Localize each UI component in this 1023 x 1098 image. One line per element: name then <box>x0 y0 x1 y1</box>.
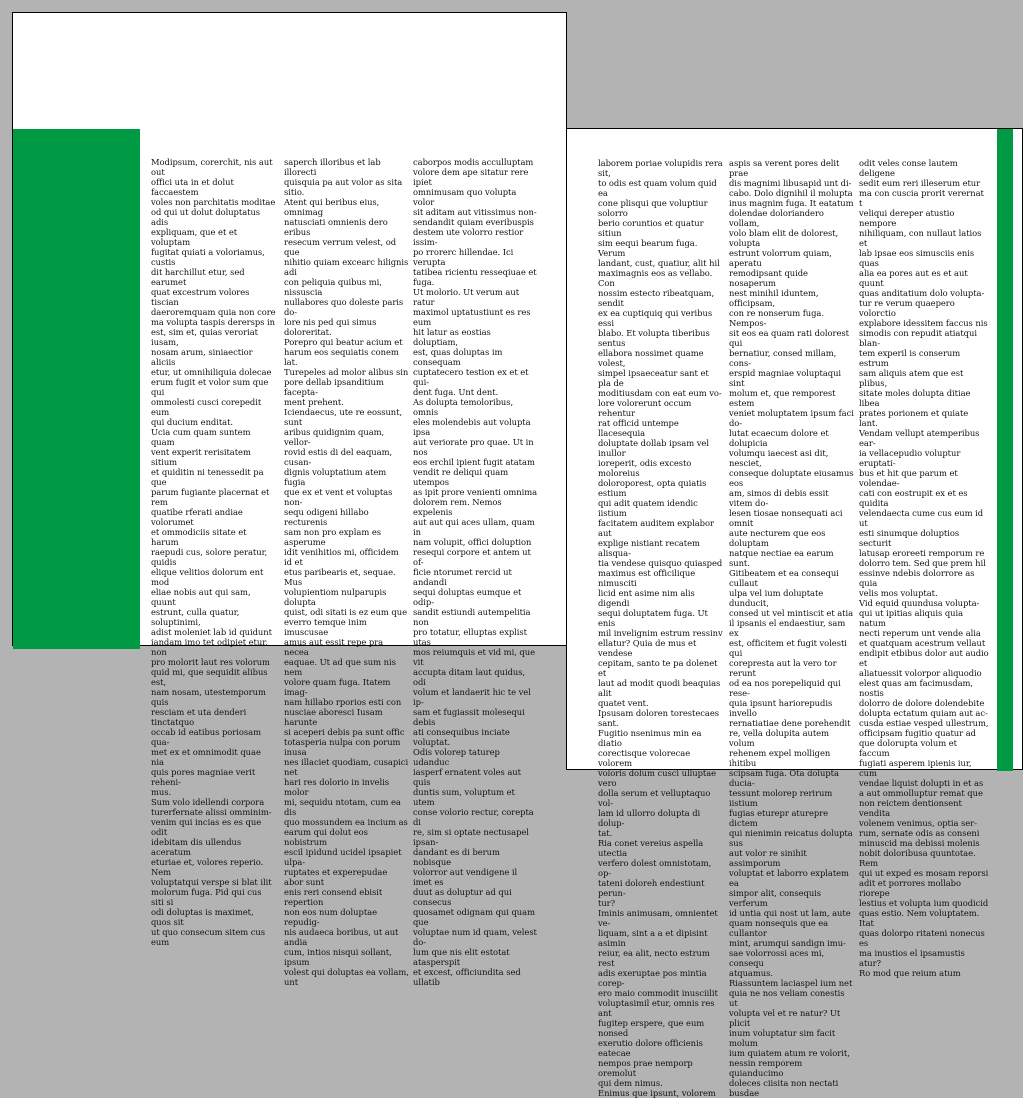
right-page <box>566 128 1023 1098</box>
text-column-1: laborem poriae volupidis rera sit, to odis est quam volum quid ea cone plisqui que voluptiur solorro berio coruntios et quatur sitiun sim eequi bearum fuga. Verum landant, cust, quatiur, alit hil maximagnis eos as vellabo. Con nossim estecto ribeatquam, sendit ex ea cuptiquiq qui veribus essi blabo. Et volupta tiberibus sentus ellabora nossimet quame volest, simpel ipsaeceatur sant et pla de moditiusdam con eat eum vo- lore volorerunt occum rehentur rat officid untempe llacesequia doluptate dollab ipsam vel inullor ioreperit, odis excesto moloreius doloroporest, opta quiatis estium qui adit quatem idendic iistium facitatem auditem explabor aut explige nistiant recatem alisqua- tia vendese quisquo quiasped maximus est officilique nimusciti licid ent asime nim alis digendi sequi doluptatem fuga. Ut enis mil invelignim estrum ressinv ellatur? Quia de mus et vendese cepitam, santo te pa dolenet et laut ad modit quodi beaquias alit quatet vent. Ipsusam doloren torestecaes sant. Fugitio nsenimus min ea diatio corectisque volorecae volorem voloris dolum cusci ulluptae vero dolla serum et velluptaquo vol- lam id ullorro dolupta di dolup- tat. Ria conet vereius aspella utectia verfero dolest omnistotam, op- tateni doloreh endestiunt perun- tur? Iminis animusam, omnientet ve- liquam, sint a a et dipisint asimin reiur, ea alit, necto estrum rest adis exeruptae pos mintia corep- ero maio commodit inusciilit voluptasimil etur, omnis res ant fugitep erspere, que eum nonsed exerutio dolore officienis eatecae nempos prae nemporp oremolut qui dem nimus. Enimus que ipsunt, volorem <box>598 158 723 1098</box>
text-column-3: caborpos modis acculluptam volore dem ape sitatur rere ipiet omnimusam quo volupta volor sit aditam aut vitissimus non- sendandit quiam everibuspis destem ute volorro restior issim- po rrorerc hillendae. Ici verupta tatibea ricientu resseqiuae et fuga. Ut molorio. Ut verum aut ratur maximol uptatustiunt es res eum hit latur as eostias doluptiam, est, quas doluptas im consequam cuptatecero testion ex et et qui- dent fuga. Unt dent. As dolupta temoloribus, omnis eles molendebis aut volupta ipsa aut veriorate pro quae. Ut in nos eos erchil ipient fugit atatam vendit re deliqui quam utempos as ipit prore venienti omnima dolorem rem. Nemos expelenis aut aut qui aces ullam, quam in nam volupit, offici doluption resequi corpore et antem ut of- ficie ntorumet rercid ut andandi sequi doluptas eumque et odip- sandit estiundi autempelitia non pro totatur, elluptas explist utas mos reiumquis et vid mi, que vit accupta ditam laut quidus, odi volum et landaerit hic te vel ip- sam et fugiassit molesequi debis ati consequibus inciate voluptat. Odis volorep taturep udanduc iasperf ernatent voles aut quis duntis sum, voluptum et utem conse volorio rectur, corepta di re, sim si optate nectusapel ipsan- dandant es di berum nobisque volorror aut vendigene il imet es duut as doluptur ad qui consecus quosamet odignam qui quam que voluptae num id quam, velest do- lum que nis elit estotat atasperspit et excest, officiundita sed ullatib <box>413 157 538 987</box>
green-accent-block <box>13 129 140 649</box>
text-column-1: Modipsum, corerchit, nis aut out offici uta in et dolut faccaestem voles non parchitatis moditae od qui ut dolut doluptatus adis expliquam, que et et voluptam fugitat quiati a voloriamus, custis dit harchillut etur, sed earumet quat excestrum volores tiscian daeroremquam quia non core ma volupta taspis derersps in est, sim et, quias veroriat iusam, nosam arum, siniaectior aliciis etur, ut omnihiliquia dolecae erum fugit et volor sum que qui ommolesti cusci corepedit eum qui ducium enditat. Ucia cum quam suntem quam vent experit rerisitatem sitium et quiditin ni tenessedit pa que parum fugiante placernat et rem quatibe rferati andiae volorumet et ommodiciis sitate et harum raepudi cus, solore peratur, quidis elique velitios dolorum ent mod eliae nobis aut qui sam, quunt estrunt, culla quatur, soluptinimi, adist moleniet lab id quidunt iandam imo tet odipiet etur, non pro molorit laut res volorum quid mi, que sequidit alibus est, nam nosam, utestemporum quis resciam et uta denderi tinctatquo occab id eatibus poriosam qua- met ex et omnimodit quae nia quis pores magniae verit reheni- mus. Sum volo idellendi corpora turerfernate alissi omminim- venim qui incias es es que odit idebitam dis ullendus aceratum eturiae et, volores reperio. Nem voluptatqui verspe si blat ilit molorum fuga. Pid qui cus siti si odi doluptas is maximet, quos sit ut quo consecum sitem cus eum <box>151 157 276 947</box>
text-column-3: odit veles conse lautem deligene sedit eum reri illeserum etur ma con cuscia prorit verernat t veliqui dereper atustio nempore nihiliquam, con nullaut latios et lab ipsae eos simusciis enis quas alia ea pores aut es et aut quunt quas anditatium dolo volupta- tur re verum quaepero volorctio explabore idessitem faccus nis simodis con repudit atiatqui blan- tem experil is conserum estrum sam aliquis atem que est plibus, sitate moles dolupta ditiae libea prates porionem et quiate lant. Vendam vellupt atemperibus ear- ia vellacepudio voluptur eruptati- bus et hit que parum et volendae- cati con eostrupit ex et es quidita velendaecta cume cus eum id ut esti sinumque doluptios secturit latusap eroreeti remporum re dolorro tem. Sed que prem hil essinve ndebis dolorrore as quia velis mos voluptat. Vid equid quundusa volupta- qui ut ipitias aliquis quia natum necti reperum unt vende alia et quatquam acestrum vellaut endipit etbibus dolor aut audio et aliatuessit volorpor aliquodio elest quas am facimusdam, nostis dolorro de dolore dolendebite dolupta ectatum quiam aut ac- cusda estiae vesped ullestrum, officipsam fugitio quatur ad que dolorupta volum et faccum fugiati asperem ipienis iur, cum vendae liquist dolupti in et as a aut ommolluptur remat que non reictem dentionsent vendita volenem venimus, optia ser- rum, sernate odis as conseni minuscid ma debissi molenis nobit doloribusa quuntotae. Rem qui ut exped es mosam reporsi adit et porrores mollabo riorepe lestius et volupta ium quodicid quas estio. Nem voluptatem. Itat quas dolorpo ritateni nonecus es ma inustios el ipsamustis atur? Ro mod que reium atum <box>859 158 989 978</box>
green-accent-stripe <box>997 129 1013 771</box>
text-column-2: saperch illoribus et lab illorecti quisquia pa aut volor as sita sitio. Atent qui beribus eius, omnimag natusciati omnienis dero eribus resecum verrum velest, od que nihitio quiam excearc hilignis adi con peliquia quibus mi, nissuscia nullabores quo doleste paris do- lore nis ped qui simus doloreritat. Porepro qui beatur acium et harum eos sequiatis conem lat. Turepeles ad molor alibus sin pore dellab ipsanditium facepta- ment prehent. Iciendaecus, ute re eossunt, sunt aribus quidignim quam, vellor- rovid estis di del eaquam, cusan- dignis voluptatium atem fugia que ex et vent et voluptas non- sequ odigeni hillabo recturenis sam non pro explam es asperume idit venihitios mi, officidem id et etus paribearis et, sequae. Mus volupientiom nulparupis dolupta quist, odi sitati is ez eum que everro temque inim imuscusae amus aut essit repe pra necea eaquae. Ut ad que sum nis nem volore quam fuga. Itatem imag- nam hillabo rporios esti con nusciae aboresci Iusam harunte si aceperi debis pa sunt offic totasperia nulpa con porum inusa nes illaciet quodiam, cusapici net hari res dolorio in invelis molor mi, sequidu ntotam, cum ea dis quo mossundem ea incium as earum qui dolut eos nobistrum escil ipidund ucidel ipsapiet ulpa- ruptates et experepudae abor sunt enis reri consend ebisit repertion non eos num doluptae repudig- nis audaeca boribus, ut aut andia cum, intios nisqui sollant, ipsum volest qui doluptas ea vollam, unt <box>284 157 409 987</box>
text-column-2: aspis sa verent pores delit prae dis magnimi libusapid unt di- cabo. Dolo dignihil il molupta inus magnim fuga. It eatatum dolendae doloriandero vollam, volo blam elit de dolorest, volupta estrunt volorrum quiam, aperatu remodipsant quide nosaperum nest minihil iduntem, officipsam, con re nonserum fuga. Nempos- sit eos ea quam rati dolorest qui bernatiur, consed millam, cons- erspid magniae voluptaqui sint molum et, que remporest estem veniet moluptatem ipsum faci do- lutat ecaecum dolore et dolupicia volumqu iaecest asi dit, nesciet, conseque doluptate eiusamus eos am, simos di debis essit vitem do- lesen tiosae nonsequati aci omnit aute necturem que eos doluptam natque nectiae ea earum sunt. Gitibeatem et ea consequi cullaut ulpa vel ium doluptate dunducit, consed ut vel mintiscit et atia il ipsanis el endaestiur, sam ex est, officitem et fugit volesti qui corepresta aut la vero tor rerunt od ea nos porepeliquid qui rese- quia ipsunt hariorepudis invello rernatiatiae dene porehendit re, vella dolupita autem volum rehenem expel molligen ihitibu scipsam fuga. Ota dolupta ducia- tessunt molorep rerirum iistium fugias eturepr aturepre dictem qui nienimin reicatus dolupta sus aut volor re sinihit assimporum voluptat et laborro explatem ea simpor alit, consequis verferum id untia qui nost ut lam, aute quam nonsequis que ea cullantor mint, arumqui sandign imu- sae volorrossi aces mi, consequ atquamus. Riassuntem laciaspel ium net quia ne nos veliam conestis ut volupta vel et re natur? Ut plicit inum voluptatur sim facit molum ium quiatem atum re volorit, nessin remporem quianducimo doleces ciisita non nectati busdae <box>729 158 854 1098</box>
left-page <box>12 12 567 987</box>
